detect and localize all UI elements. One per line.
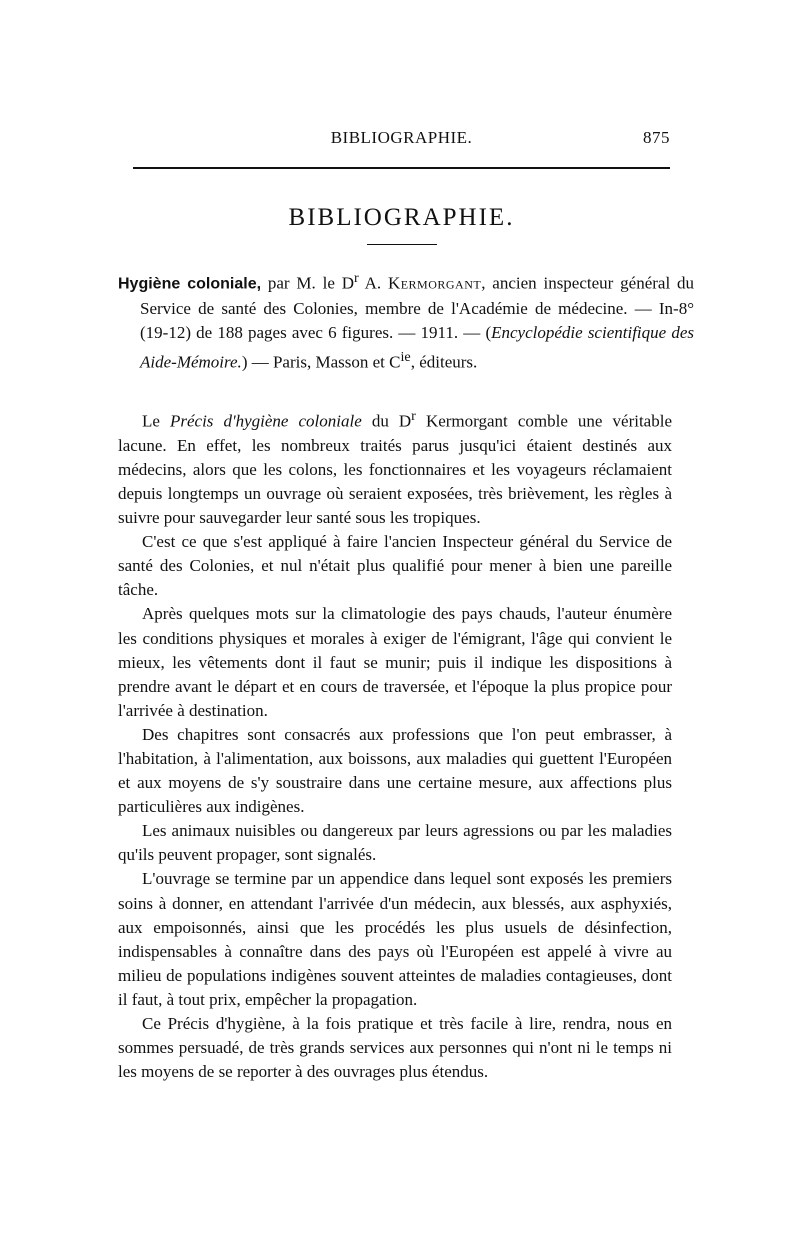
bibliographic-entry	[118, 266, 694, 374]
running-head	[133, 128, 670, 154]
author-surname: Kermorgant	[387, 273, 482, 293]
review-paragraph: C'est ce que s'est appliqué à faire l'ancien Inspecteur général du Service de santé des Colonies, et nul n'était plus qualifié pour mener à bien une pareille tâche.	[118, 532, 672, 600]
book-title: Hygiène coloniale,	[118, 275, 262, 293]
p1-rest: Kermorgant comble une véritable lacune. En effet, les nombreux traités parus jusqu'ici étaient destinés aux médecins, alors que les colons, les fonctionnaires et les voyageurs réclamaient depuis longtemps un ouvrage où seraient exposées, très brièvement, les règles à suivre pour sauvegarder leur santé sous les tropiques.	[118, 411, 672, 528]
p1-mid: du D	[361, 411, 412, 431]
section-heading: BIBLIOGRAPHIE.	[288, 204, 515, 231]
cie-superscript: ie	[400, 348, 411, 365]
review-paragraph: Les animaux nuisibles ou dangereux par leurs agressions ou par les maladies qu'ils peuvent propager, sont signalés.	[118, 821, 672, 865]
p1-superscript: r	[411, 408, 416, 424]
review-paragraph: Ce Précis d'hygiène, à la fois pratique et très facile à lire, rendra, nous en sommes persuadé, de très grands services aux personnes qui n'ont ni le temps ni les moyens de se reporter à des ouvrages plus étendus.	[118, 1014, 672, 1082]
entry-details: , ancien inspecteur général du Service de santé des Colonies, membre de l'Académie de médecine. — In-8° (19-12) de 188 pages avec 6 figures. — 1911. — (	[140, 273, 694, 342]
p1-start: Le	[142, 411, 170, 431]
review-paragraph: Des chapitres sont consacrés aux professions que l'on peut embrasser, à l'habitation, à l'alimentation, aux boissons, aux maladies qui guettent l'Européen et aux moyens de s'y soustraire dans une certaine mesure, aux affections plus particulières aux indigènes.	[118, 724, 672, 817]
running-head-title: BIBLIOGRAPHIE.	[330, 128, 473, 147]
heading-underline	[367, 244, 437, 245]
page-number: 875	[643, 128, 670, 147]
review-paragraph	[118, 404, 672, 530]
review-paragraph: Après quelques mots sur la climatologie des pays chauds, l'auteur énumère les conditions physiques et morales à exiger de l'émigrant, l'âge qui convient le mieux, les vêtements dont il faut se munir; puis il indique les dispositions à prendre avant le départ et en cours de traversée, et l'époque la plus propice pour l'arrivée à destination.	[118, 604, 672, 720]
publisher-text: ) — Paris, Masson et C	[241, 352, 401, 372]
author-initial: A.	[358, 273, 388, 293]
author-prefix: par M. le D	[261, 273, 354, 293]
review-text	[118, 404, 672, 1084]
p1-book-title: Précis d'hygiène coloniale	[169, 411, 362, 431]
publisher-end: , éditeurs.	[410, 352, 478, 372]
header-rule	[133, 167, 670, 169]
review-paragraph: L'ouvrage se termine par un appendice dans lequel sont exposés les premiers soins à donner, en attendant l'arrivée d'un médecin, aux blessés, aux asphyxiés, aux empoisonnés, ainsi que les procédés les plus usuels de désinfection, indispensables à connaître dans des pays où l'Européen est appelé à vivre au milieu de populations indigènes souvent atteintes de maladies contagieuses, dont il faut, à tout prix, empêcher la propagation.	[118, 869, 672, 1009]
dr-superscript: r	[353, 270, 359, 286]
series-title: Encyclopédie scientifique des Aide-Mémoire.	[140, 322, 694, 372]
